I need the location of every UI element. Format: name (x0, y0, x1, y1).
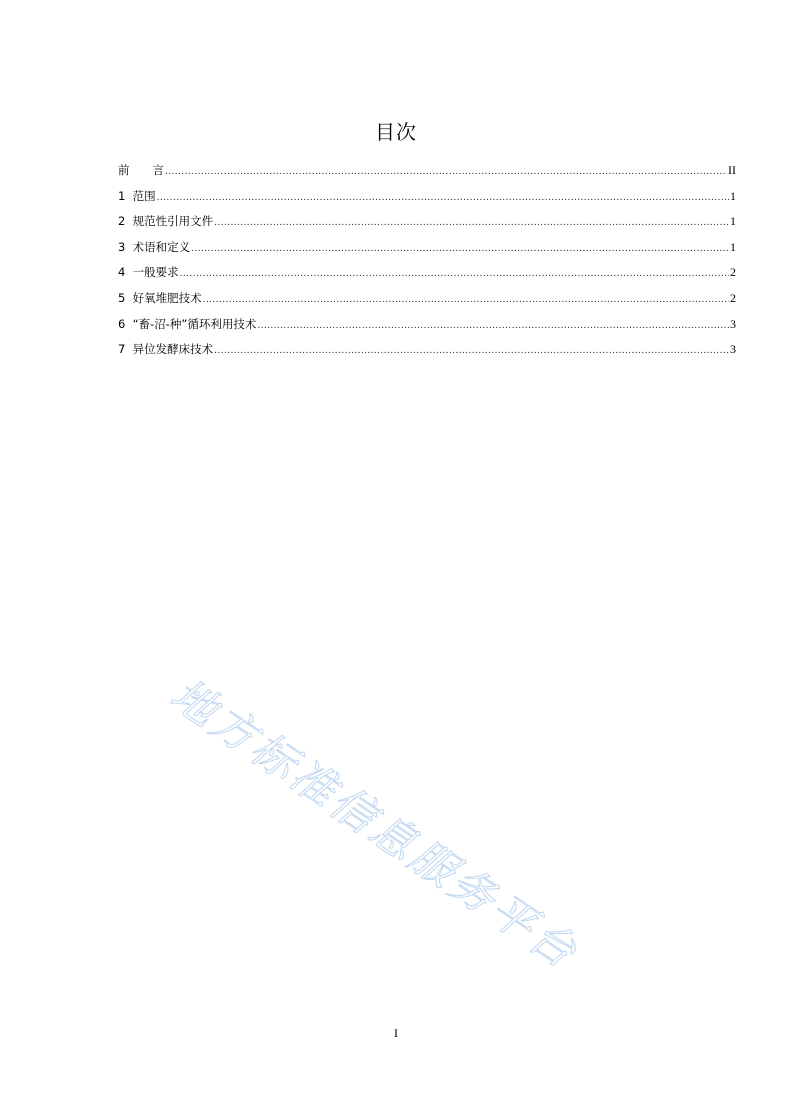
toc-entry-page: 1 (730, 239, 736, 254)
toc-entry-label: 2 规范性引用文件 (118, 214, 214, 229)
toc-leader-dots (203, 290, 729, 310)
toc-entry-label: 6 “畜-沼-种”循环利用技术 (118, 316, 257, 331)
toc-entry-ectopic-fermentation-bed[interactable] (118, 339, 736, 365)
toc-entry-normative-references[interactable] (118, 211, 736, 237)
toc-entry-label: 5 好氧堆肥技术 (118, 290, 202, 305)
toc-entry-label: 1 范围 (118, 188, 156, 203)
toc-leader-dots (157, 188, 729, 208)
toc-entry-page: 1 (730, 188, 736, 203)
toc-entry-general-requirements[interactable] (118, 262, 736, 288)
toc-entry-label: 4 一般要求 (118, 265, 179, 280)
toc-entry-page: II (728, 163, 736, 177)
toc-entry-page: 2 (730, 265, 736, 280)
toc-entry-label: 7 异位发酵床技术 (118, 342, 214, 357)
toc-entry-page: 3 (730, 316, 736, 331)
toc-leader-dots (180, 264, 729, 284)
table-of-contents (118, 160, 736, 365)
toc-entry-terms-definitions[interactable] (118, 237, 736, 263)
page-number: I (394, 1026, 398, 1040)
toc-entry-scope[interactable] (118, 186, 736, 212)
toc-leader-dots (214, 341, 729, 361)
toc-entry-aerobic-composting[interactable] (118, 288, 736, 314)
page-title: 目次 (375, 120, 417, 144)
toc-entry-page: 3 (730, 342, 736, 357)
toc-leader-dots (191, 239, 729, 259)
toc-entry-label: 3 术语和定义 (118, 239, 191, 254)
toc-leader-dots (257, 316, 729, 336)
toc-entry-page: 2 (730, 290, 736, 305)
watermark: 地方标准信息服务平台 (161, 669, 588, 980)
toc-entry-recycling-technology[interactable] (118, 314, 736, 340)
toc-leader-dots (214, 213, 729, 233)
toc-entry-page: 1 (730, 214, 736, 229)
toc-entry-foreword[interactable] (118, 160, 736, 186)
toc-leader-dots (165, 162, 727, 182)
toc-entry-label: 前 言 (118, 163, 164, 177)
